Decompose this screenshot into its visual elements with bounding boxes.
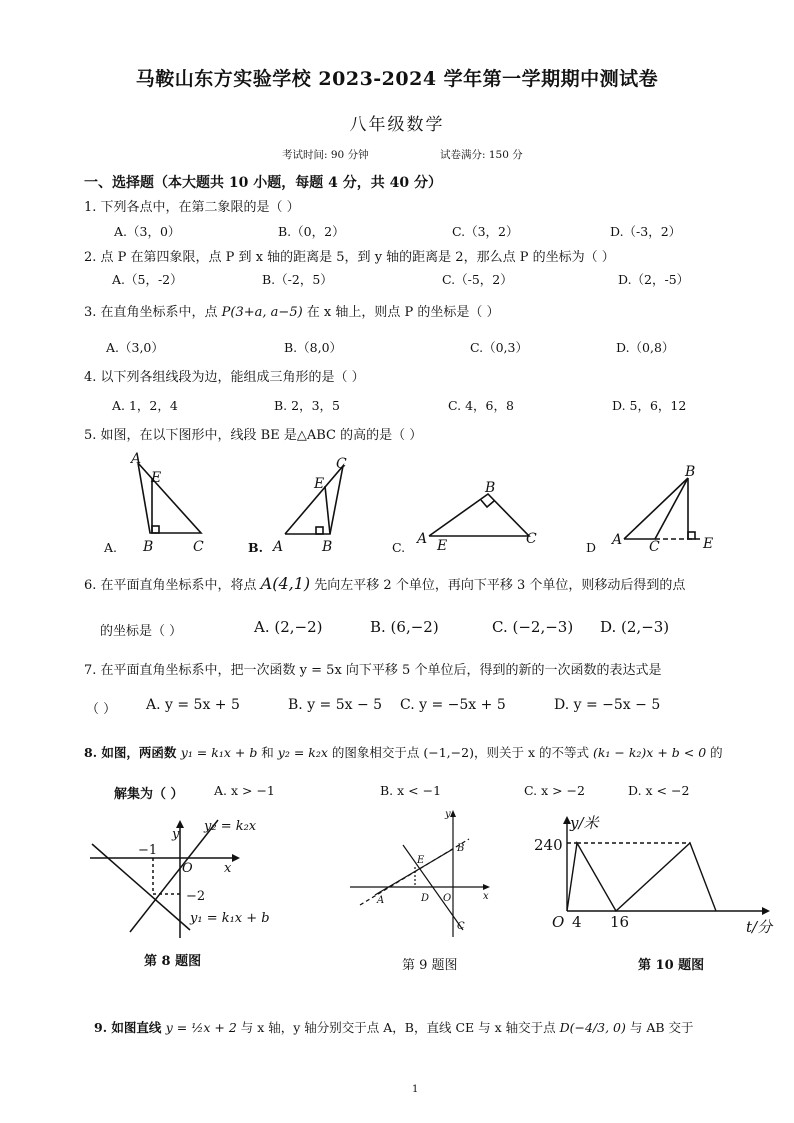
fig9-label-o: O <box>443 893 452 904</box>
fig10-t1: 4 <box>572 913 582 931</box>
q2-option-d: D.（2，-5） <box>618 272 690 287</box>
q6-option-a: A. (2,−2) <box>254 618 323 636</box>
q1-option-c: C.（3，2） <box>452 224 519 239</box>
q8-end: 的 <box>706 745 723 760</box>
q5d-label-e: E <box>703 536 714 552</box>
fig9-label-y: y <box>445 809 451 820</box>
q4-option-a: A. 1，2，4 <box>112 398 178 413</box>
q8-stem-prefix: 8. 如图，两函数 <box>84 745 181 760</box>
q6-option-b: B. (6,−2) <box>370 618 439 636</box>
q3-option-d: D.（0,8） <box>616 340 675 355</box>
q8-ineq: (k₁ − k₂)x + b < 0 <box>592 745 707 760</box>
fig9-label-d: D <box>421 893 430 904</box>
subject-title: 八年级数学 <box>349 115 445 135</box>
fig8-caption: 第 8 题图 <box>144 954 202 969</box>
q5-option-d: D <box>586 540 597 555</box>
q5c-label-a: A <box>417 531 428 547</box>
fig9-label-e: E <box>417 855 425 866</box>
q8-mid: 和 <box>257 745 278 760</box>
page-number: 1 <box>412 1084 419 1095</box>
fig10-t2: 16 <box>610 913 630 931</box>
fig9-label-c: C <box>457 921 465 932</box>
q8-option-c: C. x > −2 <box>524 783 585 798</box>
q8-point: (−1,−2) <box>423 745 474 760</box>
q5b-label-a: A <box>273 539 284 555</box>
q8-stem <box>84 743 723 761</box>
fig8-origin: O <box>182 861 193 876</box>
fig9-label-a: A <box>377 895 385 906</box>
q4-option-b: B. 2，3，5 <box>274 398 340 413</box>
q3-point: P(3+a, a−5) <box>221 305 303 320</box>
q6-option-d: D. (2,−3) <box>600 618 670 636</box>
q2-option-a: A.（5，-2） <box>112 272 183 287</box>
q5d-label-c: C <box>649 539 660 555</box>
q5d-label-a: A <box>612 532 623 548</box>
q7-option-a: A. y = 5x + 5 <box>146 697 240 713</box>
q8-f2: y₂ = k₂x <box>277 745 328 760</box>
q8-option-b: B. x < −1 <box>380 783 442 798</box>
q3-stem-prefix: 3. 在直角坐标系中，点 <box>84 305 222 320</box>
q5d-label-b: B <box>685 464 696 480</box>
q6-stem <box>84 574 685 593</box>
figure-8 <box>80 808 280 948</box>
fig10-x-label: t/分 <box>746 918 773 936</box>
q6-line2: 的坐标是（ ） <box>100 624 183 639</box>
q8-mid2: 的图象相交于点 <box>327 745 424 760</box>
q5a-label-c: C <box>193 539 204 555</box>
fig10-caption: 第 10 题图 <box>638 958 705 973</box>
q2-stem: 2. 点 P 在第四象限，点 P 到 x 轴的距离是 5，到 y 轴的距离是 2，那么点 P 的坐标为（ ） <box>84 250 615 265</box>
q9-point: D(−4/3, 0) <box>559 1020 626 1035</box>
q5a-label-a: A <box>131 451 142 467</box>
q9-func: y = ½x + 2 <box>165 1020 237 1035</box>
q9-stem-mid: 与 x 轴，y 轴分别交于点 A，B，直线 CE 与 x 轴交于点 <box>236 1020 560 1035</box>
q3-option-b: B.（8,0） <box>284 340 343 355</box>
q1-option-a: A.（3，0） <box>114 224 181 239</box>
q6-stem-suffix: 先向左平移 2 个单位，再向下平移 3 个单位，则移动后得到的点 <box>310 578 686 593</box>
q2-option-c: C.（-5，2） <box>442 272 513 287</box>
q3-option-a: A.（3,0） <box>106 340 164 355</box>
q7-option-c: C. y = −5x + 5 <box>400 697 506 713</box>
q9-stem <box>94 1018 694 1036</box>
q7-paren: （ ） <box>86 702 117 717</box>
q5a-label-e: E <box>151 470 162 486</box>
q3-stem-suffix: 在 x 轴上，则点 P 的坐标是（ ） <box>302 305 500 320</box>
q5b-label-b: B <box>322 539 333 555</box>
fig9-label-b: B <box>457 843 465 854</box>
q6-point: A(4,1) <box>260 574 311 593</box>
fig8-tick-x: −1 <box>138 843 158 858</box>
fig10-y-label: y/米 <box>570 814 599 832</box>
full-score: 试卷满分: 150 分 <box>440 149 523 161</box>
q9-stem-prefix: 9. 如图直线 <box>94 1020 166 1035</box>
q2-option-b: B.（-2，5） <box>262 272 333 287</box>
figure-9 <box>345 805 505 945</box>
exam-time: 考试时间: 90 分钟 <box>282 149 369 161</box>
q1-option-b: B.（0，2） <box>278 224 345 239</box>
fig8-line2: y₁ = k₁x + b <box>190 911 270 926</box>
q5-option-b: B. <box>248 540 263 555</box>
q5c-label-e: E <box>437 538 448 554</box>
q5-option-a: A. <box>104 540 118 555</box>
q1-stem: 1. 下列各点中，在第二象限的是（ ） <box>84 200 300 215</box>
q4-option-c: C. 4，6，8 <box>448 398 514 413</box>
fig8-x-axis: x <box>224 861 232 876</box>
q4-stem: 4. 以下列各组线段为边，能组成三角形的是（ ） <box>84 370 365 385</box>
section-1-title: 一、选择题（本大题共 10 小题，每题 4 分，共 40 分） <box>84 175 442 191</box>
q8-suffix: ，则关于 x 的不等式 <box>473 745 593 760</box>
q7-option-b: B. y = 5x − 5 <box>288 697 383 713</box>
q3-stem <box>84 301 500 320</box>
q1-option-d: D.（-3，2） <box>610 224 682 239</box>
q5b-label-e: E <box>314 476 325 492</box>
q6-stem-prefix: 6. 在平面直角坐标系中，将点 <box>84 578 261 593</box>
q6-option-c: C. (−2,−3) <box>492 618 574 636</box>
q8-line2: 解集为（ ） <box>114 787 184 802</box>
fig10-origin: O <box>552 913 565 931</box>
q5c-label-b: B <box>485 480 496 496</box>
q8-option-d: D. x < −2 <box>628 783 690 798</box>
q5-stem: 5. 如图，在以下图形中，线段 BE 是△ABC 的高的是（ ） <box>84 428 423 443</box>
exam-title: 马鞍山东方实验学校 2023-2024 学年第一学期期中测试卷 <box>135 68 659 90</box>
figure-10 <box>530 808 780 938</box>
fig9-label-x: x <box>483 891 489 902</box>
q5b-label-c: C <box>336 456 347 472</box>
fig8-y-axis: y <box>172 827 180 842</box>
fig8-line1: y₂ = k₂x <box>204 819 257 834</box>
fig9-caption: 第 9 题图 <box>402 958 458 973</box>
q5c-label-c: C <box>526 531 537 547</box>
fig10-y-value: 240 <box>534 836 563 854</box>
q5-option-c: C. <box>392 540 406 555</box>
q7-stem: 7. 在平面直角坐标系中，把一次函数 y = 5x 向下平移 5 个单位后，得到的新的一次函数的表达式是 <box>84 663 662 678</box>
q9-stem-suffix: 与 AB 交于 <box>625 1020 694 1035</box>
q7-option-d: D. y = −5x − 5 <box>554 697 661 713</box>
q8-option-a: A. x > −1 <box>214 783 275 798</box>
q8-f1: y₁ = k₁x + b <box>180 745 258 760</box>
q5a-label-b: B <box>143 539 154 555</box>
q4-option-d: D. 5，6，12 <box>612 398 687 413</box>
fig8-tick-y: −2 <box>186 889 206 904</box>
q3-option-c: C.（0,3） <box>470 340 528 355</box>
